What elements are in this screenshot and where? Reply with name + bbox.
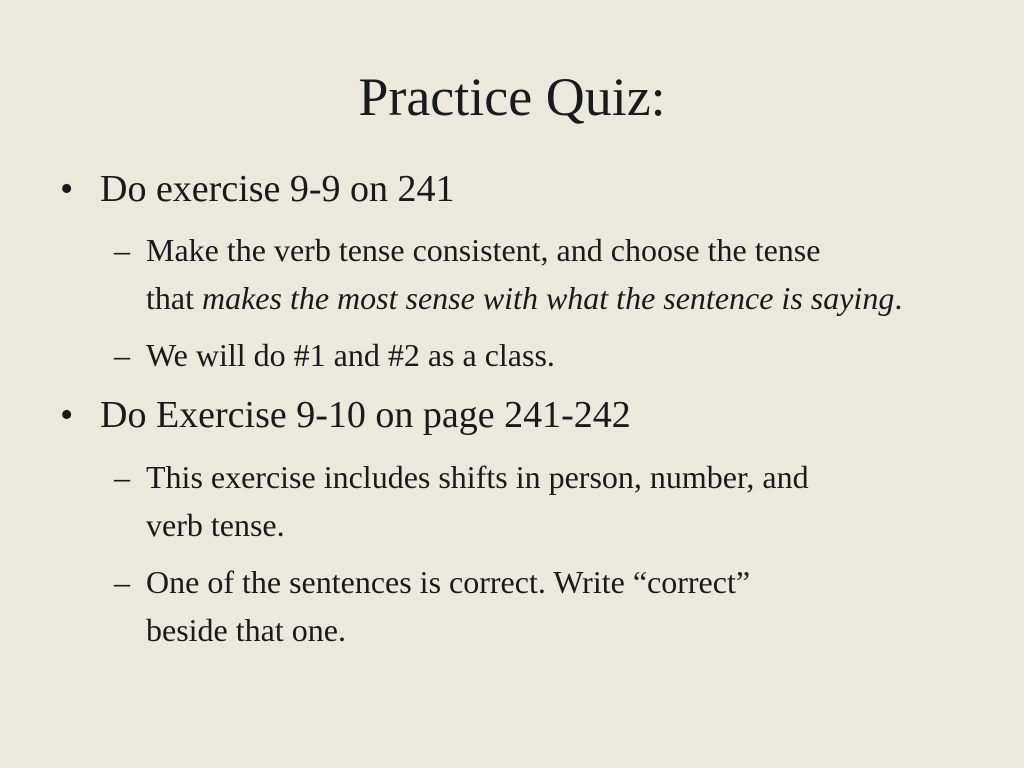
bullet-icon: • xyxy=(60,394,74,436)
dash-icon: – xyxy=(114,564,130,600)
subitem-line-1: Make the verb tense consistent, and choose the tense xyxy=(146,232,821,268)
subitem-text xyxy=(146,453,976,549)
subitem-text xyxy=(146,331,976,379)
slide-title: Practice Quiz: xyxy=(358,67,666,127)
bullet-text: Do exercise 9-9 on 241 xyxy=(100,168,455,210)
subitem-line-1: We will do #1 and #2 as a class. xyxy=(146,337,555,373)
bullet-text: Do Exercise 9-10 on page 241-242 xyxy=(100,394,631,436)
dash-icon: – xyxy=(114,337,130,373)
dash-icon: – xyxy=(114,232,130,268)
subitem-line-2 xyxy=(146,274,976,322)
subitem-line-1: This exercise includes shifts in person, number, and xyxy=(146,459,809,495)
subitem-line-2-italic: makes the most sense with what the sentence is saying xyxy=(201,280,895,316)
subitem-text xyxy=(146,226,976,322)
subitem-line-2-end: . xyxy=(894,280,903,316)
bullet-icon: • xyxy=(60,168,74,210)
subitem-line-1: One of the sentences is correct. Write “correct” xyxy=(146,564,751,600)
subitem-text xyxy=(146,558,976,654)
subitem-line-2-plain: that xyxy=(146,280,202,316)
subitem-line-2: verb tense. xyxy=(146,507,285,543)
subitem-line-2: beside that one. xyxy=(146,612,346,648)
dash-icon: – xyxy=(114,459,130,495)
